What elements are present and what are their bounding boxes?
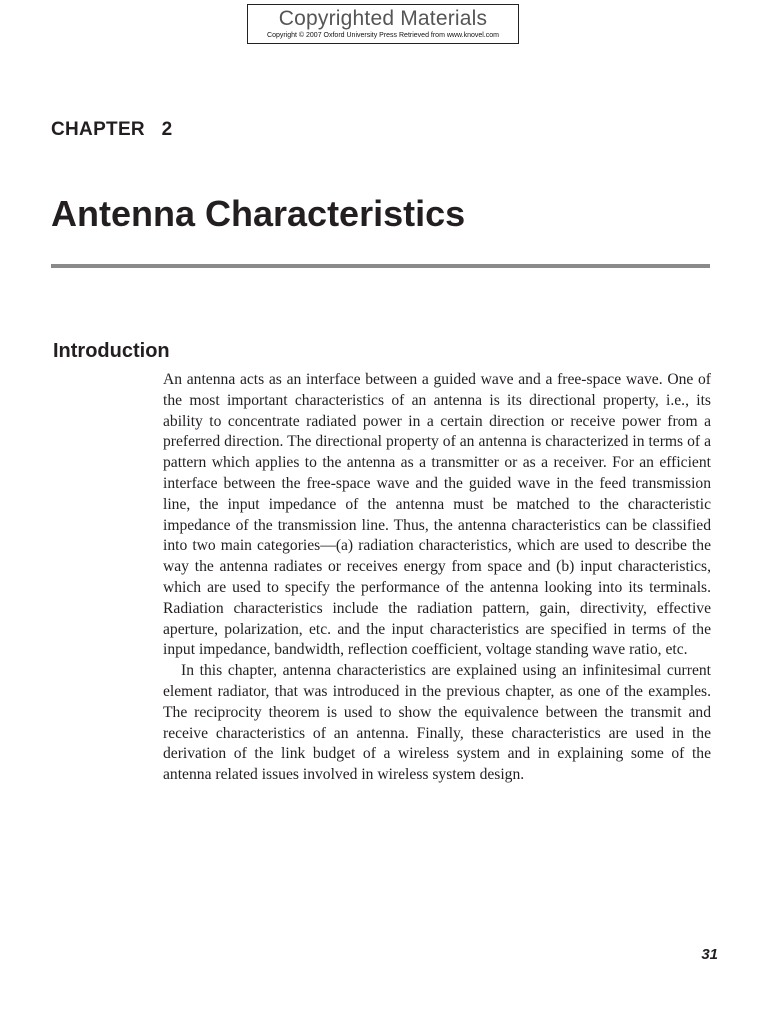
copyright-stamp	[247, 4, 519, 44]
paragraph-2: In this chapter, antenna characteristics are explained using an infinitesimal current element radiator, that was introduced in the previous chapter, as one of the examples. The reciprocity theorem is used to show the equivalence between the transmit and receive characteristics of an antenna. Finally, these characteristics are used in the derivation of the link budget of a wireless system and in explaining some of the antenna related issues involved in wireless system design.	[163, 662, 711, 784]
title-divider	[51, 264, 710, 268]
chapter-title: Antenna Characteristics	[51, 193, 466, 234]
page-number: 31	[701, 946, 718, 963]
paragraph-1: An antenna acts as an interface between a guided wave and a free-space wave. One of the most important characteristics of an antenna is its directional property, i.e., its ability to concentrate radiated power in a certain direction or receive power from a preferred direction. The directional property of an antenna is characterized in terms of a pattern which applies to the antenna as a transmitter or as a receiver. For an efficient interface between the free-space wave and the guided wave in the feed transmission line, the input impedance of the antenna must be matched to the characteristic impedance of the transmission line. Thus, the antenna characteristics can be classified into two main categories—(a) radiation characteristics, which are used to describe the way the antenna radiates or receives energy from space and (b) input characteristics, which are used to specify the performance of the antenna looking into its terminals. Radiation characteristics include the radiation pattern, gain, directivity, effective aperture, polarization, etc. and the input characteristics are specified in terms of the input impedance, bandwidth, reflection coefficient, voltage standing wave ratio, etc.	[163, 371, 711, 659]
section-heading: Introduction	[53, 340, 170, 362]
copyright-stamp-subtitle: Copyright © 2007 Oxford University Press Retrieved from www.knovel.com	[267, 32, 499, 39]
copyright-stamp-title: Copyrighted Materials	[278, 7, 488, 30]
chapter-label: CHAPTER 2	[51, 119, 173, 140]
section-body	[163, 370, 711, 786]
